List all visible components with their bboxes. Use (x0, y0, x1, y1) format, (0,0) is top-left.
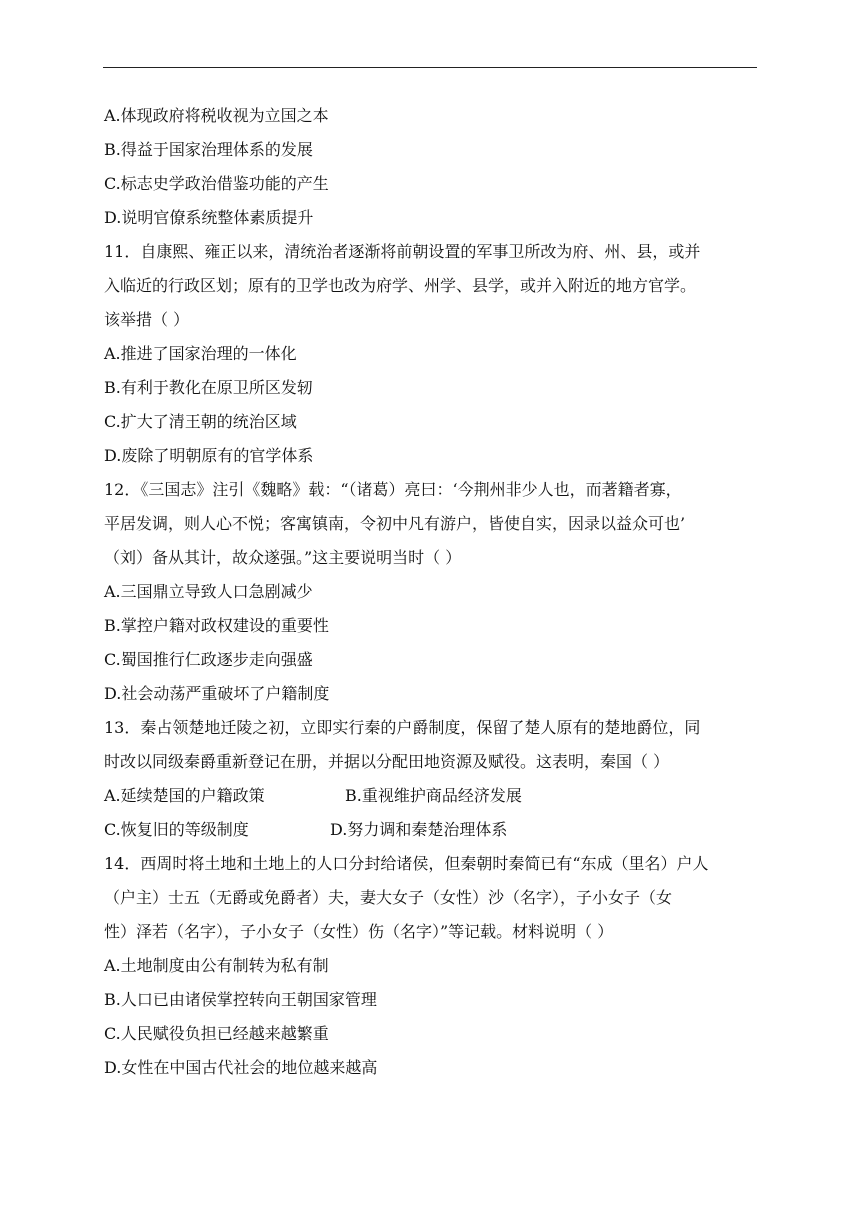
question-stem-line: （户主）士五（无爵或免爵者）夫，妻大女子（女性）沙（名字），子小女子（女 (104, 888, 673, 907)
option-c: C.恢复旧的等级制度 (104, 820, 249, 839)
option-c: C.蜀国推行仁政逐步走向强盛 (104, 650, 313, 669)
option-d: D.女性在中国古代社会的地位越来越高 (104, 1058, 378, 1077)
header-rule (103, 67, 757, 68)
question-stem-line: 14．西周时将土地和土地上的人口分封给诸侯，但秦朝时秦简已有“东成（里名）户人 (104, 854, 709, 873)
question-13 (104, 713, 760, 849)
question-11 (104, 237, 760, 475)
option-row (104, 815, 760, 849)
option-a: A.推进了国家治理的一体化 (104, 344, 297, 363)
option-d: D.努力调和秦楚治理体系 (330, 820, 508, 839)
option-b: B.得益于国家治理体系的发展 (104, 140, 313, 159)
question-stem-line: 11．自康熙、雍正以来，清统治者逐渐将前朝设置的军事卫所改为府、州、县，或并 (104, 242, 701, 261)
option-a: A.体现政府将税收视为立国之本 (104, 106, 329, 125)
option-d: D.说明官僚系统整体素质提升 (104, 208, 314, 227)
question-stem-line: （刘）备从其计，故众遂强。”这主要说明当时（ ） (104, 548, 462, 567)
option-a: A.土地制度由公有制转为私有制 (104, 956, 329, 975)
question-stem-line: 入临近的行政区划；原有的卫学也改为府学、州学、县学，或并入附近的地方官学。 (104, 276, 697, 295)
question-14 (104, 849, 760, 1087)
option-d: D.社会动荡严重破坏了户籍制度 (104, 684, 330, 703)
question-stem-line: 性）泽若（名字），子小女子（女性）伤（名字）”等记载。材料说明（ ） (104, 922, 614, 941)
option-b: B.有利于教化在原卫所区发轫 (104, 378, 313, 397)
option-a: A.三国鼎立导致人口急剧减少 (104, 582, 313, 601)
exam-page-content (104, 101, 760, 1087)
question-stem-line: 平居发调，则人心不悦；客寓镇南，令初中凡有游户，皆使自实，因录以益众可也’ (104, 514, 686, 533)
option-b: B.掌控户籍对政权建设的重要性 (104, 616, 329, 635)
question-stem-line: 该举措（ ） (104, 310, 190, 329)
option-c: C.标志史学政治借鉴功能的产生 (104, 174, 329, 193)
option-c: C.人民赋役负担已经越来越繁重 (104, 1024, 329, 1043)
question-stem-line: 时改以同级秦爵重新登记在册，并据以分配田地资源及赋役。这表明，秦国（ ） (104, 752, 670, 771)
question-stem-line: 12．《三国志》注引《魏略》载：“（诸葛）亮曰：‘今荆州非少人也，而著籍者寡， (104, 480, 682, 499)
option-b: B.重视维护商品经济发展 (345, 786, 522, 805)
option-c: C.扩大了清王朝的统治区域 (104, 412, 297, 431)
option-a: A.延续楚国的户籍政策 (104, 786, 265, 805)
option-b: B.人口已由诸侯掌控转向王朝国家管理 (104, 990, 377, 1009)
question-12 (104, 475, 760, 713)
option-row (104, 781, 760, 815)
question-stem-line: 13．秦占领楚地迁陵之初，立即实行秦的户爵制度，保留了楚人原有的楚地爵位，同 (104, 718, 701, 737)
option-d: D.废除了明朝原有的官学体系 (104, 446, 314, 465)
